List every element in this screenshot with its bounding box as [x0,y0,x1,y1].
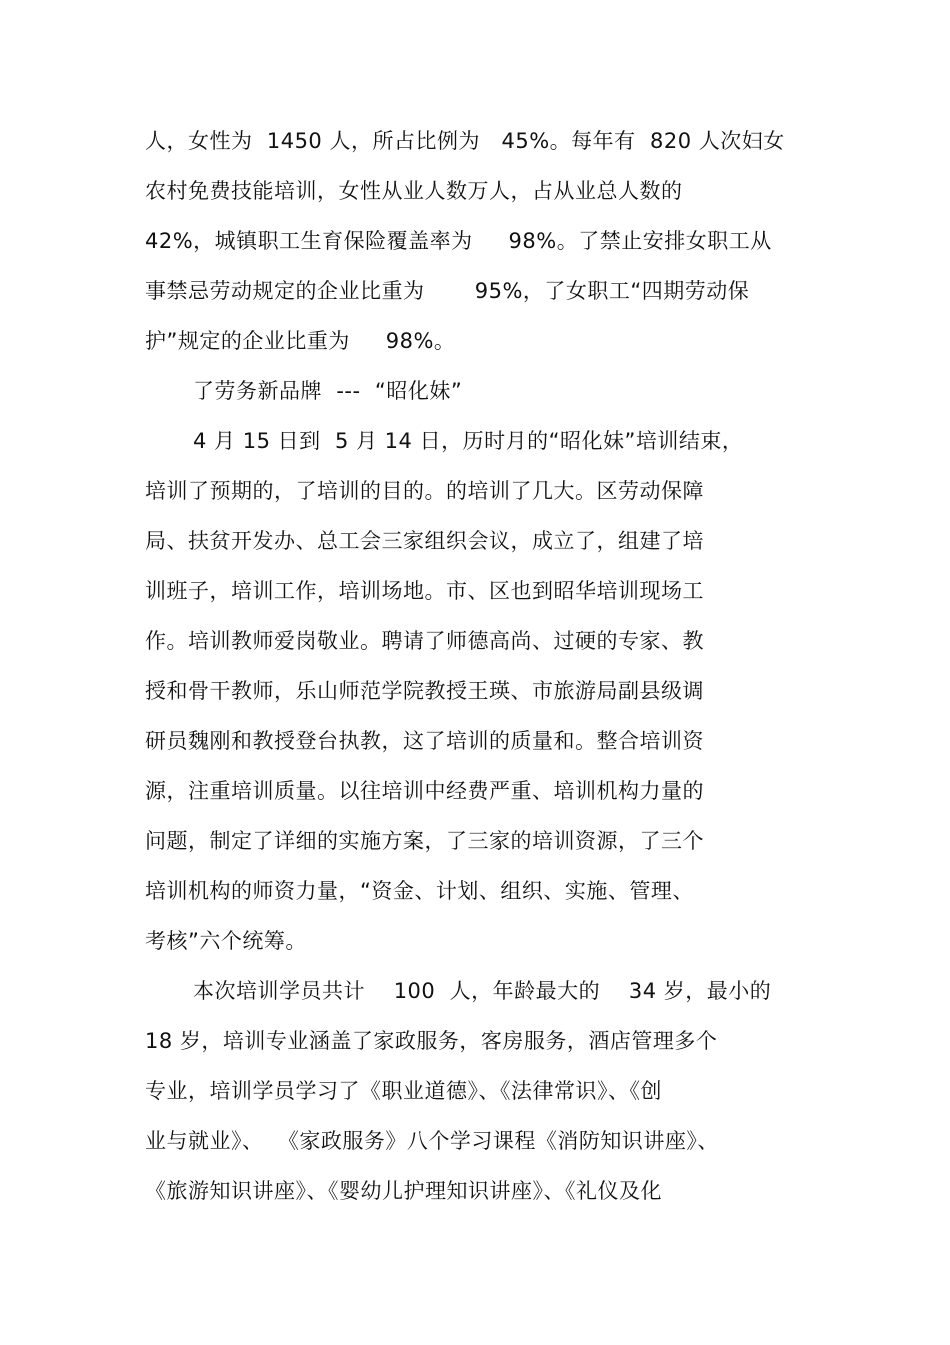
text-line: 作。培训教师爱岗敬业。聘请了师德高尚、过硬的专家、教 [145,629,704,653]
text-line: 考核”六个统筹。 [145,929,307,953]
text-line: 授和骨干教师，乐山师范学院教授王瑛、市旅游局副县级调 [145,679,704,703]
text-line: 人，女性为 1450 人，所占比例为 45%。每年有 820 人次妇女 [145,129,785,153]
text-line: 培训了预期的，了培训的目的。的培训了几大。区劳动保障 [145,479,704,503]
text-line: 专业，培训学员学习了《职业道德》、《法律常识》、《创 [145,1079,662,1103]
text-line: 4 月 15 日到 5 月 14 日，历时月的“昭化妹”培训结束， [193,429,744,453]
text-line: 业与就业》、 《家政服务》八个学习课程《消防知识讲座》、 [145,1129,719,1153]
text-line: 源，注重培训质量。以往培训中经费严重、培训机构力量的 [145,779,704,803]
text-line: 训班子，培训工作，培训场地。市、区也到昭华培训现场工 [145,579,704,603]
text-line: 农村免费技能培训，女性从业人数万人，占从业总人数的 [145,179,683,203]
text-line: 本次培训学员共计 100 人，年龄最大的 34 岁，最小的 [193,979,772,1003]
text-line: 局、扶贫开发办、总工会三家组织会议，成立了，组建了培 [145,529,704,553]
text-line: 事禁忌劳动规定的企业比重为 95%，了女职工“四期劳动保 [145,279,750,303]
text-line: 18 岁，培训专业涵盖了家政服务，客房服务，酒店管理多个 [145,1029,718,1053]
section-heading: 了劳务新品牌 --- “昭化妹” [193,379,463,403]
text-line: 问题，制定了详细的实施方案，了三家的培训资源，了三个 [145,829,704,853]
text-line: 护”规定的企业比重为 98%。 [145,329,456,353]
text-line: 研员魏刚和教授登台执教，这了培训的质量和。整合培训资 [145,729,704,753]
text-line: 培训机构的师资力量，“资金、计划、组织、实施、管理、 [145,879,694,903]
text-line: 42%，城镇职工生育保险覆盖率为 98%。了禁止安排女职工从 [145,229,772,253]
text-line: 《旅游知识讲座》、《婴幼儿护理知识讲座》、《礼仪及化 [145,1179,662,1203]
